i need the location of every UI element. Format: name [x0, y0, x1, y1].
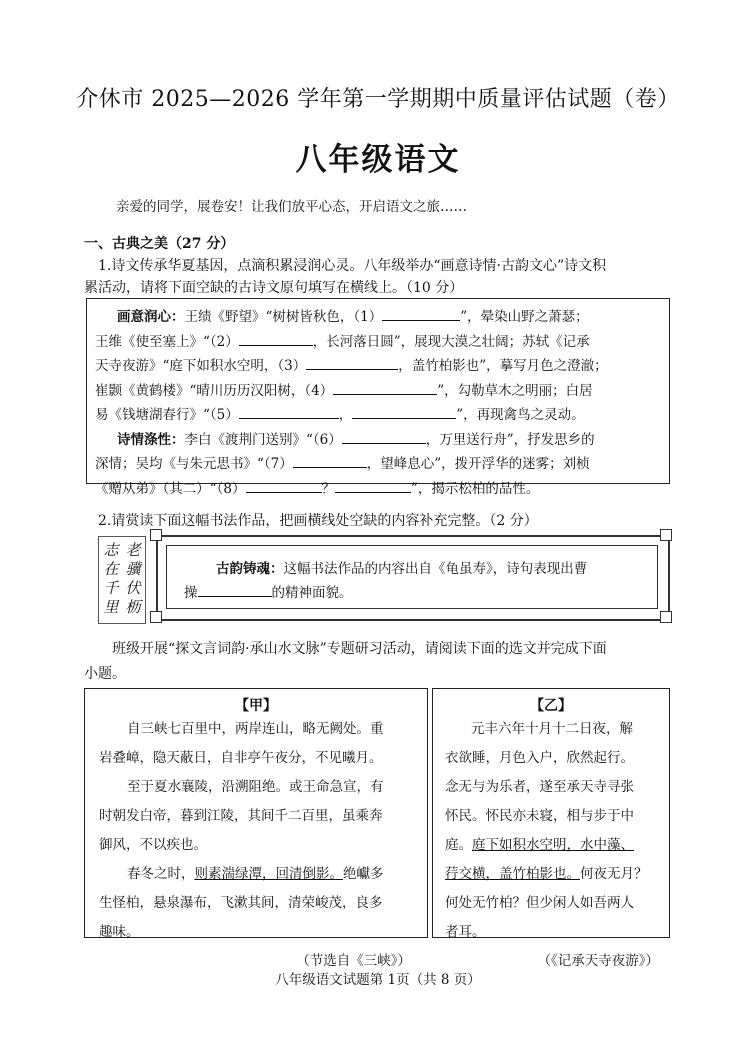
q1-fill-box: 画意润心：王绩《野望》“树树皆秋色，（1） ”，晕染山野之萧瑟； 王维《使至塞上》“（2） ，长河落日圆”，展现大漠之壮阔；苏轼《记承 天寺夜游》“庭下如积水空明，（3） ，盖竹柏影也”，摹写月色之澄澈； 崔颢《黄鹤楼》“晴川历历汉阳树，（4） ”，勾勒草木之明丽；白居 易《钱塘湖春行》“（5） ， ”，再现禽鸟之灵动。 诗情涤性：李白《渡荆门送别》“（6） ，万里送行舟”，抒发思乡的 深情；吴均《与朱元思书》“（7） ，望峰息心”，拨开浮华的迷雾；刘桢 《赠从弟》（其二）“（8） ？ ”，揭示松柏的品性。	[86, 298, 670, 484]
blank-q2[interactable]	[198, 581, 272, 597]
label-huayi: 画意润心：	[117, 309, 185, 325]
calligraphy-char: 骥	[125, 560, 141, 578]
calligraphy-char: 千	[103, 579, 119, 597]
blank-1[interactable]	[382, 305, 460, 321]
blank-8b[interactable]	[335, 477, 411, 493]
passage-yi-body: 元丰六年十月十二日夜，解 衣欲睡，月色入户，欣然起行。 念无与为乐者，遂至承天寺寻张 怀民。怀民亦未寝，相与步于中 庭。庭下如积水空明，水中藻、 荇交横，盖竹柏影也。何夜无月？ 何处无竹柏？但少闲人如吾两人 者耳。 （《记承天寺夜游》）	[433, 715, 669, 976]
passage-jia-source: （节选自《三峡》）	[296, 953, 411, 969]
calligraphy-column-1	[124, 541, 142, 617]
calligraphy-char: 里	[103, 598, 119, 616]
label-shiqing: 诗情涤性：	[117, 431, 185, 448]
calligraphy-char: 老	[125, 541, 141, 559]
q1-prompt-line1: 1.诗文传承华夏基因，点滴积累浸润心灵。八年级举办“画意诗情·古韵文心”诗文积	[98, 258, 607, 274]
blank-8a[interactable]	[246, 477, 322, 493]
intro-line1: 班级开展“探文言词韵·承山水文脉”专题研习活动，请阅读下面的选文并完成下面	[112, 641, 607, 657]
page-footer: 八年级语文试题第 1页（共 8 页）	[275, 972, 481, 988]
blank-7[interactable]	[293, 452, 367, 468]
calligraphy-char: 枥	[125, 598, 141, 616]
intro-line2: 小题。	[84, 666, 126, 682]
frame-corner	[150, 529, 162, 541]
greeting: 亲爱的同学，展卷安！让我们放平心态，开启语文之旅……	[116, 199, 467, 215]
frame-corner	[150, 611, 162, 623]
blank-5a[interactable]	[239, 403, 339, 419]
blank-5b[interactable]	[352, 403, 456, 419]
calligraphy-char: 志	[103, 541, 119, 559]
frame-corner	[660, 611, 672, 623]
q2-prompt: 2.请赏读下面这幅书法作品，把画横线处空缺的内容补充完整。（2 分）	[98, 513, 538, 529]
blank-6[interactable]	[342, 428, 426, 444]
passage-jia-heading: 【甲】	[235, 698, 277, 714]
underlined-sentence-yi-1: 庭下如积水空明，水中藻、	[472, 837, 634, 853]
subject-title: 八年级语文	[295, 142, 461, 178]
blank-4[interactable]	[333, 379, 437, 395]
calligraphy-char: 伏	[125, 579, 141, 597]
calligraphy-char: 在	[103, 560, 119, 578]
passage-yi-box	[432, 688, 670, 969]
passage-yi-source: （《记承天寺夜游》）	[537, 953, 659, 969]
blank-3[interactable]	[306, 354, 398, 370]
calligraphy-image	[98, 536, 146, 624]
underlined-sentence-jia: 则素湍绿潭，回清倒影。	[194, 866, 343, 882]
frame-corner	[660, 529, 672, 541]
passage-yi-heading: 【乙】	[530, 698, 572, 714]
q2-text: 古韵铸魂：这幅书法作品的内容出自《龟虽寿》，诗句表现出曹 操 的精神面貌。	[184, 561, 588, 601]
exam-title: 介休市 2025—2026 学年第一学期期中质量评估试题（卷）	[76, 87, 680, 112]
passage-jia-body: 自三峡七百里中，两岸连山，略无阙处。重 岩叠嶂，隐天蔽日，自非亭午夜分，不见曦月。 至于夏水襄陵，沿溯阻绝。或王命急宣，有 时朝发白帝，暮到江陵，其间千二百里，虽乘奔 御风，不以疾也。 春冬之时，则素湍绿潭，回清倒影。绝巘多 生怪柏，悬泉瀑布，飞漱其间，清荣峻茂，良多 趣味。 （节选自《三峡》）	[85, 715, 427, 976]
label-guyun: 古韵铸魂：	[216, 561, 284, 577]
passage-jia-box	[84, 688, 428, 969]
underlined-sentence-yi-2: 荇交横，盖竹柏影也。	[445, 866, 580, 882]
blank-2[interactable]	[239, 330, 313, 346]
q1-prompt-line2: 累活动，请将下面空缺的古诗文原句填写在横线上。（10 分）	[84, 280, 464, 296]
calligraphy-column-2	[102, 541, 120, 617]
section-heading: 一、古典之美（27 分）	[84, 236, 235, 252]
